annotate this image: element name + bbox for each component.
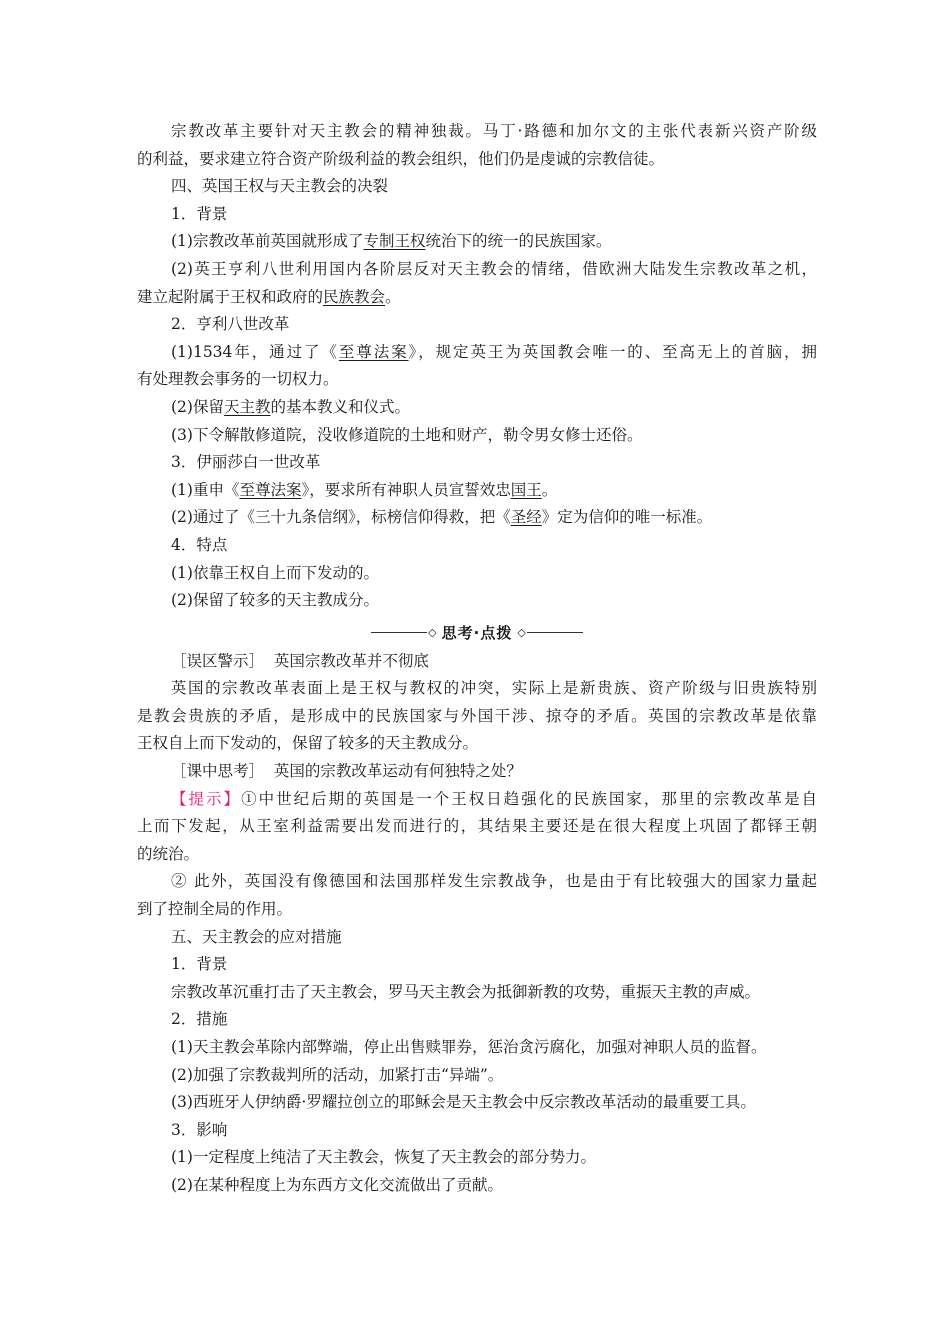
s4-sub3-item2 [137, 504, 817, 532]
think-section-title: 思考·点拨 [441, 624, 513, 643]
hint2-line-1: ② 此外，英国没有像德国和法国那样发生宗教战争，也是由于有比较强大的国家力量起 [171, 872, 817, 891]
text-segment: 。 [385, 287, 401, 306]
s5-sub2-item1: (1)天主教会革除内部弊端，停止出售赎罪券，惩治贪污腐化，加强对神职人员的监督。 [171, 1038, 767, 1056]
underlined-term: 至尊法案 [239, 480, 302, 499]
divider-line [527, 632, 583, 633]
s4-sub3-heading: 3．伊丽莎白一世改革 [171, 453, 321, 472]
s4-sub2-item2 [137, 394, 817, 422]
misconception-label: ［误区警示］ [171, 651, 265, 670]
question-heading [137, 758, 817, 786]
divider-line [371, 632, 427, 633]
text-segment: 》，要求所有神职人员宣誓效忠 [301, 480, 511, 499]
text-segment: 的基本教义和仪式。 [270, 397, 410, 416]
hint2-line-2: 到了控制全局的作用。 [137, 900, 293, 919]
text-segment: 》定为信仰的唯一标准。 [541, 508, 713, 527]
underlined-term: 天主教 [223, 397, 271, 416]
misconception-line-1: 英国的宗教改革表面上是王权与教权的冲突，实际上是新贵族、资产阶级与旧贵族特别 [171, 679, 817, 698]
underlined-term: 至尊法案 [338, 342, 409, 361]
underlined-term: 国王 [510, 480, 542, 499]
misconception-line-3: 王权自上而下发动的，保留了较多的天主教成分。 [137, 734, 479, 753]
s5-sub2-heading: 2．措施 [171, 1010, 228, 1029]
text-segment: 。 [541, 480, 558, 499]
document-page [137, 118, 817, 1200]
hint-line-3: 的统治。 [137, 844, 200, 863]
text-segment: 》，规定英王为英国教会唯一的、至高无上的首脑，拥 [408, 342, 817, 361]
s4-sub1-heading: 1．背景 [171, 204, 228, 223]
text-segment: (1)1534年，通过了《 [171, 342, 339, 361]
diamond-icon: ◇ [428, 626, 437, 640]
misconception-heading [137, 648, 817, 676]
think-section-divider [137, 616, 817, 650]
section-5-heading: 五、天主教会的应对措施 [171, 927, 342, 946]
text-segment: (1)重申《 [171, 480, 240, 499]
s5-sub3-item2: (2)在某种程度上为东西方文化交流做出了贡献。 [171, 1175, 503, 1194]
underlined-term: 民族教会 [323, 287, 386, 306]
s5-sub1-heading: 1．背景 [171, 955, 228, 974]
question-label: ［课中思考］ [171, 762, 265, 781]
s5-sub3-heading: 3．影响 [171, 1120, 228, 1139]
intro-line-1: 宗教改革主要针对天主教会的精神独裁。马丁·路德和加尔文的主张代表新兴资产阶级 [171, 122, 817, 140]
diamond-icon: ◇ [517, 626, 526, 640]
s4-sub3-item1 [137, 477, 817, 505]
underlined-term: 专制王权 [363, 232, 426, 251]
intro-line-2: 的利益，要求建立符合资产阶级利益的教会组织，他们仍是虔诚的宗教信徒。 [137, 149, 665, 168]
text-segment: (2)保留 [171, 397, 224, 416]
s4-sub1-item2-line2 [137, 284, 817, 312]
text-segment: 建立起附属于王权和政府的 [137, 287, 324, 306]
hint-line-2: 上而下发起，从王室利益需要出发而进行的，其结果主要还是在很大程度上巩固了都铎王朝 [137, 817, 817, 836]
hint-line-1 [137, 786, 817, 814]
s4-sub2-item3: (3)下令解散修道院，没收修道院的土地和财产，勒令男女修士还俗。 [171, 425, 643, 444]
s5-sub3-item1: (1)一定程度上纯洁了天主教会，恢复了天主教会的部分势力。 [171, 1148, 596, 1167]
text-segment: 统治下的统一的民族国家。 [425, 232, 612, 251]
question-text: 英国的宗教改革运动有何独特之处？ [273, 762, 522, 781]
s5-sub2-item3: (3)西班牙人伊纳爵·罗耀拉创立的耶稣会是天主教会中反宗教改革活动的最重要工具。 [171, 1093, 756, 1112]
s4-sub2-heading: 2．亨利八世改革 [171, 315, 290, 334]
s5-sub2-item2: (2)加强了宗教裁判所的活动，加紧打击“异端”。 [171, 1065, 504, 1084]
s4-sub2-item1-line2: 有处理教会事务的一切权力。 [137, 370, 339, 389]
text-segment: (2)通过了《三十九条信纲》，标榜信仰得救，把《 [171, 508, 511, 527]
misconception-line-2: 是教会贵族的矛盾，是形成中的民族国家与外国干涉、掠夺的矛盾。英国的宗教改革是依靠 [137, 706, 817, 725]
misconception-title: 英国宗教改革并不彻底 [273, 651, 429, 670]
section-4-heading: 四、英国王权与天主教会的决裂 [171, 177, 389, 196]
s4-sub1-item1 [137, 228, 817, 256]
s4-sub1-item2-line1: (2)英王亨利八世利用国内各阶层反对天主教会的情绪，借欧洲大陆发生宗教改革之机， [171, 259, 817, 278]
s4-sub4-heading: 4．特点 [171, 535, 228, 554]
s4-sub2-item1-line1 [137, 339, 817, 367]
s4-sub4-item2: (2)保留了较多的天主教成分。 [171, 591, 379, 610]
hint-text: ①中世纪后期的英国是一个王权日趋强化的民族国家，那里的宗教改革是自 [241, 789, 817, 808]
s4-sub4-item1: (1)依靠王权自上而下发动的。 [171, 563, 379, 582]
underlined-term: 圣经 [510, 508, 542, 527]
s5-sub1-text: 宗教改革沉重打击了天主教会，罗马天主教会为抵御新教的攻势，重振天主教的声威。 [171, 982, 761, 1001]
text-segment: (1)宗教改革前英国就形成了 [171, 232, 364, 251]
hint-label: 【提示】 [171, 789, 242, 808]
